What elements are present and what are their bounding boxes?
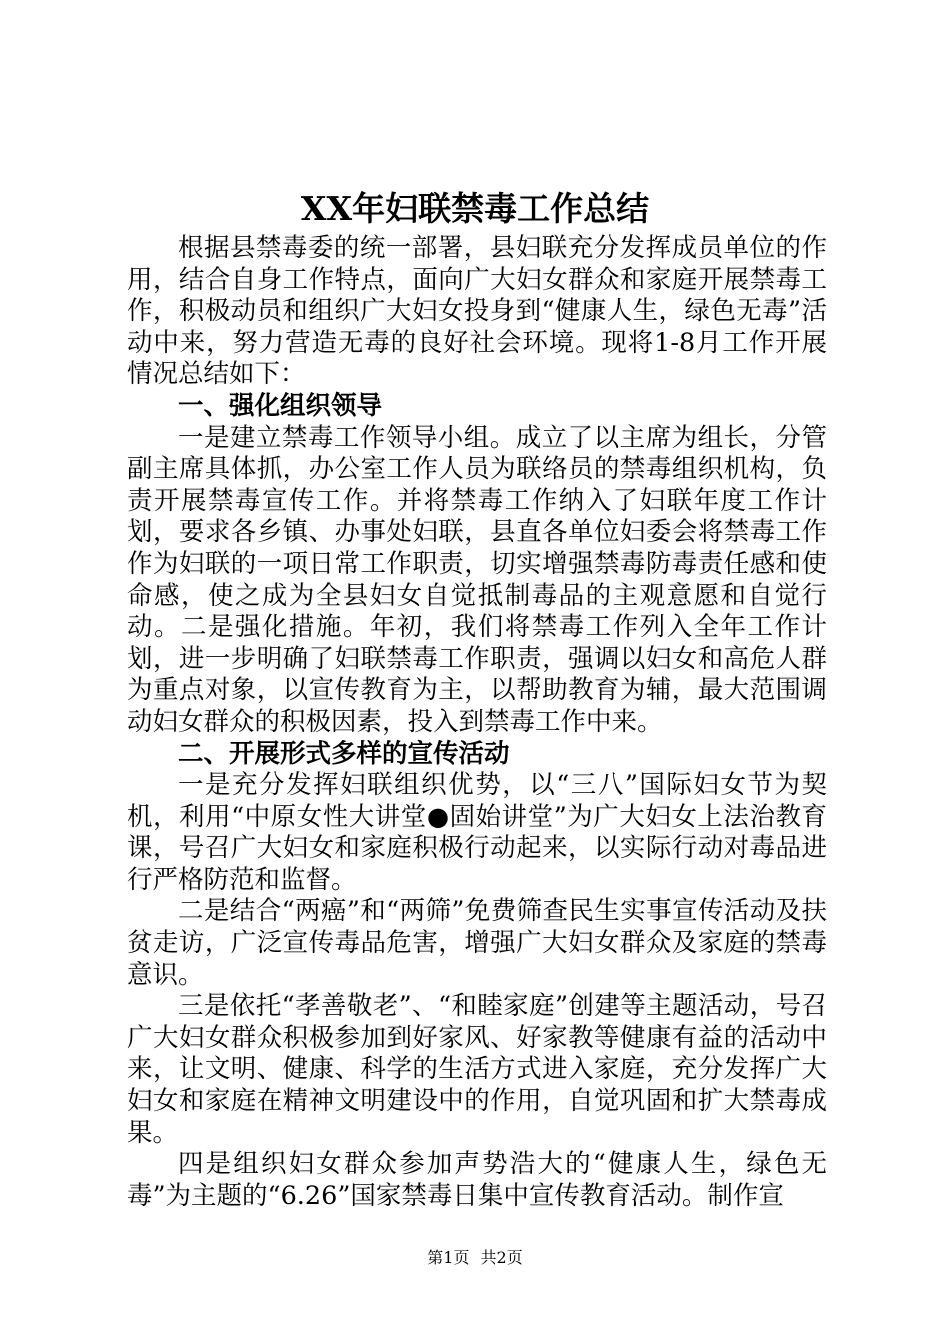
section-1-paragraph: 一是建立禁毒工作领导小组。成立了以主席为组长，分管副主席具体抓，办公室工作人员为联络员的禁毒组织机构，负责开展禁毒宣传工作。并将禁毒工作纳入了妇联年度工作计划，要求各乡镇、办事处妇联，县直各单位妇委会将禁毒工作作为妇联的一项日常工作职责，切实增强禁毒防毒责任感和使命感，使之成为全县妇女自觉抵制毒品的主观意愿和自觉行动。二是强化措施。年初，我们将禁毒工作列入全年工作计划，进一步明确了妇联禁毒工作职责，强调以妇女和高危人群为重点对象，以宣传教育为主，以帮助教育为辅，最大范围调动妇女群众的积极因素，投入到禁毒工作中来。 [127, 422, 827, 737]
section-2-paragraph-2: 二是结合“两癌”和“两筛”免费筛查民生实事宣传活动及扶贫走访，广泛宣传毒品危害，增强广大妇女群众及家庭的禁毒意识。 [127, 896, 827, 990]
section-heading-2: 二、开展形式多样的宣传活动 [178, 738, 510, 769]
section-heading-1: 一、强化组织领导 [178, 390, 383, 421]
document-body [127, 233, 827, 1212]
section-2-paragraph-3: 三是依托“孝善敬老”、“和睦家庭”创建等主题活动，号召广大妇女群众积极参加到好家风、好家教等健康有益的活动中来，让文明、健康、科学的生活方式进入家庭，充分发挥广大妇女和家庭在精神文明建设中的作用，自觉巩固和扩大禁毒成果。 [127, 991, 827, 1148]
page-number: 第1页 [427, 1248, 470, 1267]
section-2-paragraph-1: 一是充分发挥妇联组织优势，以“三八”国际妇女节为契机，利用“中原女性大讲堂●固始讲堂”为广大妇女上法治教育课，号召广大妇女和家庭积极行动起来，以实际行动对毒品进行严格防范和监督。 [127, 770, 827, 895]
document-title: XX年妇联禁毒工作总结 [300, 189, 650, 228]
page-footer [0, 1245, 950, 1268]
page-total: 共2页 [480, 1248, 523, 1267]
section-2-paragraph-4: 四是组织妇女群众参加声势浩大的“健康人生，绿色无毒”为主题的“6.26”国家禁毒日集中宣传教育活动。制作宣 [127, 1149, 827, 1211]
intro-paragraph: 根据县禁毒委的统一部署，县妇联充分发挥成员单位的作用，结合自身工作特点，面向广大妇女群众和家庭开展禁毒工作，积极动员和组织广大妇女投身到“健康人生，绿色无毒”活动中来，努力营造无毒的良好社会环境。现将1-8月工作开展情况总结如下： [127, 233, 827, 390]
